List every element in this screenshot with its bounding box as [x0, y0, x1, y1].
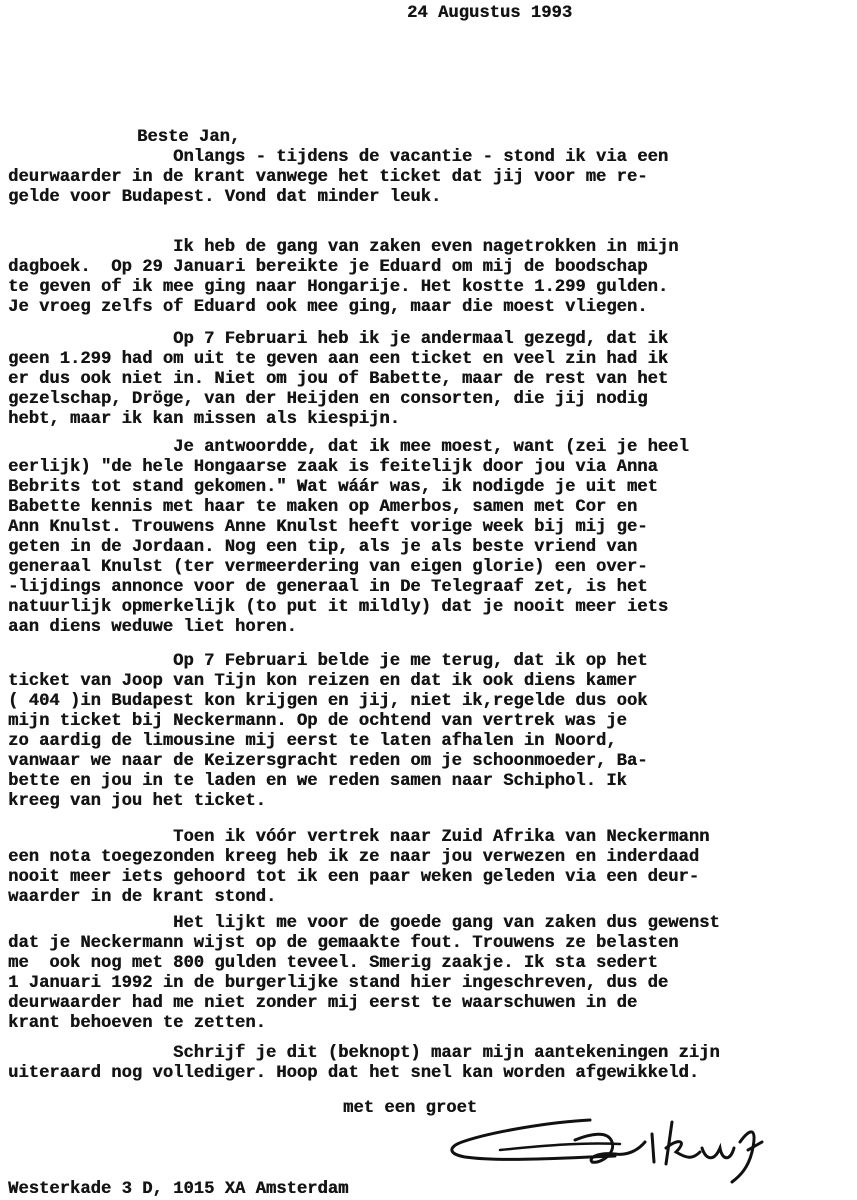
- letter-line: Je vroeg zelfs of Eduard ook mee ging, maar die moest vliegen.: [8, 298, 648, 317]
- handwritten-signature: [440, 1112, 780, 1192]
- letter-line: Toen ik vóór vertrek naar Zuid Afrika van Neckermann: [8, 828, 710, 847]
- letter-line: dat je Neckermann wijst op de gemaakte fout. Trouwens ze belasten: [8, 934, 679, 953]
- letter-line: mijn ticket bij Neckermann. Op de ochtend van vertrek was je: [8, 712, 627, 731]
- letter-line: uiteraard nog vollediger. Hoop dat het snel kan worden afgewikkeld.: [8, 1064, 700, 1083]
- letter-line: vanwaar we naar de Keizersgracht reden om je schoonmoeder, Ba-: [8, 752, 648, 771]
- letter-line: zo aardig de limousine mij eerst te laten afhalen in Noord,: [8, 732, 617, 751]
- letter-line: dagboek. Op 29 Januari bereikte je Eduard om mij de boodschap: [8, 258, 648, 277]
- letter-line: gezelschap, Dröge, van der Heijden en consorten, die jij nodig: [8, 390, 648, 409]
- salutation: Beste Jan,: [137, 128, 241, 147]
- letter-line: -lijdings annonce voor de generaal in De Telegraaf zet, is het: [8, 578, 648, 597]
- letter-line: Je antwoordde, dat ik mee moest, want (zei je heel: [8, 438, 689, 457]
- letter-line: te geven of ik mee ging naar Hongarije. Het kostte 1.299 gulden.: [8, 278, 669, 297]
- letter-line: Bebrits tot stand gekomen." Wat wáár was, ik nodigde je uit met: [8, 478, 658, 497]
- letter-line: er dus ook niet in. Niet om jou of Babette, maar de rest van het: [8, 370, 669, 389]
- letter-line: deurwaarder in de krant vanwege het ticket dat jij voor me re-: [8, 168, 648, 187]
- letter-line: bette en jou in te laden en we reden samen naar Schiphol. Ik: [8, 772, 627, 791]
- letter-line: een nota toegezonden kreeg heb ik ze naar jou verwezen en inderdaad: [8, 848, 700, 867]
- letter-line: geen 1.299 had om uit te geven aan een ticket en veel zin had ik: [8, 350, 669, 369]
- letter-line: Ann Knulst. Trouwens Anne Knulst heeft vorige week bij mij ge-: [8, 518, 648, 537]
- letter-line: Op 7 Februari belde je me terug, dat ik op het: [8, 652, 648, 671]
- letter-line: kreeg van jou het ticket.: [8, 792, 266, 811]
- letter-line: nooit meer iets gehoord tot ik een paar weken geleden via een deur-: [8, 868, 700, 887]
- letter-line: ( 404 )in Budapest kon krijgen en jij, niet ik,regelde dus ook: [8, 692, 648, 711]
- letter-line: eerlijk) "de hele Hongaarse zaak is feitelijk door jou via Anna: [8, 458, 658, 477]
- letter-line: gelde voor Budapest. Vond dat minder leuk.: [8, 188, 442, 207]
- letter-line: natuurlijk opmerkelijk (to put it mildly) dat je nooit meer iets: [8, 598, 669, 617]
- closing: met een groet: [343, 1099, 478, 1118]
- letter-line: ticket van Joop van Tijn kon reizen en dat ik ook diens kamer: [8, 672, 638, 691]
- letter-line: aan diens weduwe liet horen.: [8, 618, 297, 637]
- letter-line: Schrijf je dit (beknopt) maar mijn aantekeningen zijn: [8, 1044, 720, 1063]
- letter-line: 1 Januari 1992 in de burgerlijke stand hier ingeschreven, dus de: [8, 974, 669, 993]
- letter-date: 24 Augustus 1993: [407, 4, 573, 23]
- letter-line: hebt, maar ik kan missen als kiespijn.: [8, 410, 400, 429]
- sender-address: Westerkade 3 D, 1015 XA Amsterdam: [8, 1180, 349, 1199]
- letter-line: Ik heb de gang van zaken even nagetrokken in mijn: [8, 238, 679, 257]
- letter-line: krant behoeven te zetten.: [8, 1014, 266, 1033]
- letter-line: me ook nog met 800 gulden teveel. Smerig zaakje. Ik sta sedert: [8, 954, 658, 973]
- letter-line: Babette kennis met haar te maken op Amerbos, samen met Cor en: [8, 498, 638, 517]
- letter-line: geten in de Jordaan. Nog een tip, als je als beste vriend van: [8, 538, 638, 557]
- letter-line: Het lijkt me voor de goede gang van zaken dus gewenst: [8, 914, 720, 933]
- letter-line: Op 7 Februari heb ik je andermaal gezegd, dat ik: [8, 330, 669, 349]
- letter-line: deurwaarder had me niet zonder mij eerst te waarschuwen in de: [8, 994, 638, 1013]
- letter-line: generaal Knulst (ter vermeerdering van eigen glorie) een over-: [8, 558, 648, 577]
- letter-line: waarder in de krant stond.: [8, 888, 277, 907]
- letter-line: Onlangs - tijdens de vacantie - stond ik via een: [8, 148, 669, 167]
